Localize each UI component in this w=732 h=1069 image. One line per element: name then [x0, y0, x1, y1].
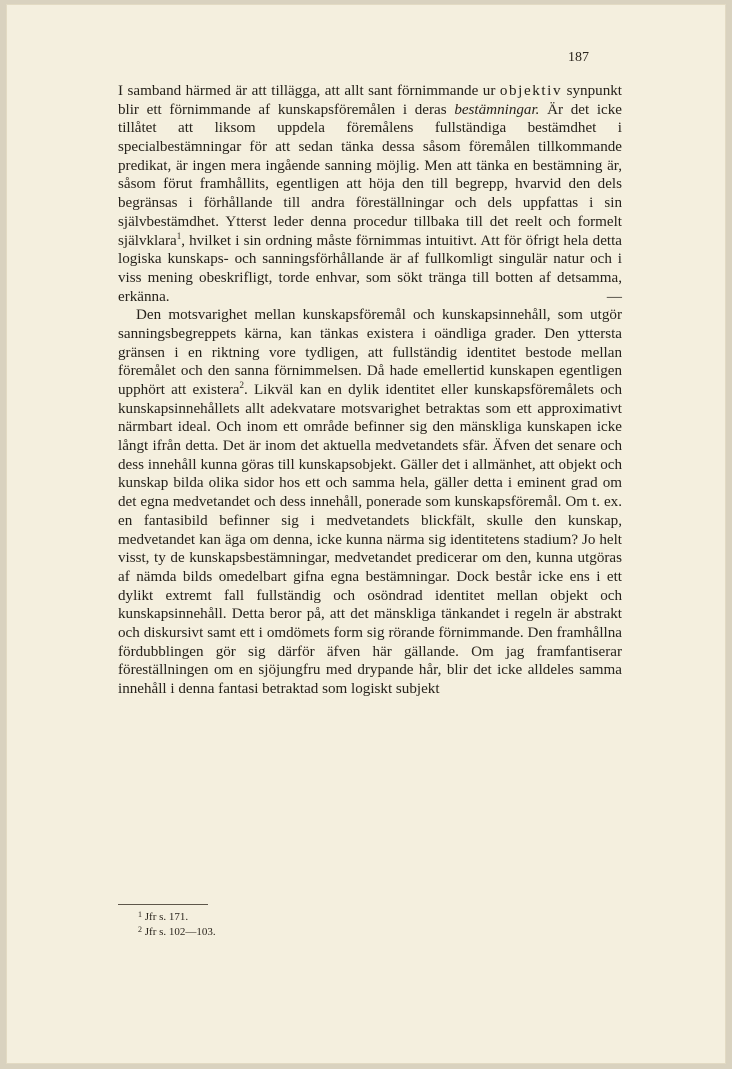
- footnote-rule: [118, 904, 208, 905]
- paragraph-1: [118, 82, 622, 306]
- paragraph-2-text-a: Den motsvarighet mellan kunskapsföremål och kunskapsinnehåll, som utgör sanningsbegreppets kärna, kan tänkas existera i oändliga grader. Den yttersta gränsen i en riktning vore tydligen, att fullständig identitet bestode mellan föremålet och den sanna förnimmelsen. Då hade emellertid kunskapen egentligen upphört att existera: [118, 307, 622, 398]
- paragraph-1-text-a: I samband härmed är att tillägga, att allt sant förnimmande ur: [118, 83, 500, 99]
- footnote-text: Jfr s. 102—103.: [144, 926, 216, 938]
- book-page: [6, 4, 726, 1064]
- paragraph-1-text-d: , hvilket i sin ordning måste förnimmas intuitivt. Att för öfrigt hela detta logiska kunskaps- och sanningsförhållande är af fullkomligt singulär natur och i viss mening obeskrifligt, torde enhvar, som sökt tränga till botten af detsamma, erkänna. —: [118, 232, 622, 305]
- footnote-number: 1: [138, 910, 142, 919]
- footnote-number: 2: [138, 925, 142, 934]
- footnote-ref-1: 1: [176, 230, 182, 241]
- footnotes: [138, 910, 216, 940]
- footnote-2: [138, 925, 216, 940]
- spaced-word: objektiv: [499, 83, 563, 99]
- page-number: 187: [568, 50, 589, 65]
- paragraph-1-text-b: synpunkt blir ett förnimmande af kunskapsföremålen i deras: [118, 83, 622, 118]
- footnote-text: Jfr s. 171.: [144, 911, 189, 923]
- paragraph-1-text-c: Är det icke tillåtet att liksom uppdela föremålens fullständiga bestämdhet i specialbestämningar för att sedan tänka dessa såsom föremålen tillkommande predikat, är ingen mera ingående sanning möjlig. Men att tänka en bestämning är, såsom förut framhållits, egentligen att höja den till begrepp, hvarvid den dels begränsas i förhållande till andra föreställningar och dels uppfattas i sin självbestämdhet. Ytterst leder denna procedur tillbaka till det reelt och formelt självklara: [118, 101, 623, 249]
- paragraph-2: [118, 306, 622, 698]
- paragraph-2-text-b: . Likväl kan en dylik identitet eller kunskapsföremålets och kunskapsinnehållets allt adekvatare motsvarighet betraktas som ett approximativt närmbart ideal. Och inom ett område befinner sig den mänskliga kunskapen icke långt ifrån detta. Det är inom det aktuella medvetandets sfär. Äfven det senare och dess innehåll kunna göras till kunskapsobjekt. Gäller det i allmänhet, att objekt och kunskap bilda olika sidor hos ett och samma hela, gäller detta i eminent grad om det egna medvetandet och dess innehåll, ponerade som kunskapsföremål. Om t. ex. en fantasibild befinner sig i medvetandets blickfält, skulle den kunskap, medvetandet kan äga om denna, icke kunna närma sig identitetens stadium? Jo helt visst, ty de kunskapsbestämningar, medvetandet predicerar om den, kunna utgöras af nämda bilds omedelbart gifna egna bestämningar. Dock består icke ens i ett dylikt extremt fall fullständig och osöndrad identitet mellan objekt och kunskapsinnehåll. Detta beror på, att det mänskliga tänkandet i regeln är abstrakt och diskursivt samt ett i omdömets form sig rörande förnimmande. Den framhållna fördubblingen gör sig därför äfven här gällande. Om jag framfantiserar föreställningen om en sjöjungfru med drypande hår, blir det icke alldeles samma innehåll i denna fantasi betraktad som logiskt subjekt: [118, 382, 623, 697]
- footnote-ref-2: 2: [239, 380, 244, 390]
- body-text: [118, 82, 622, 699]
- italic-word: bestämningar.: [454, 101, 540, 118]
- footnote-1: [138, 910, 216, 925]
